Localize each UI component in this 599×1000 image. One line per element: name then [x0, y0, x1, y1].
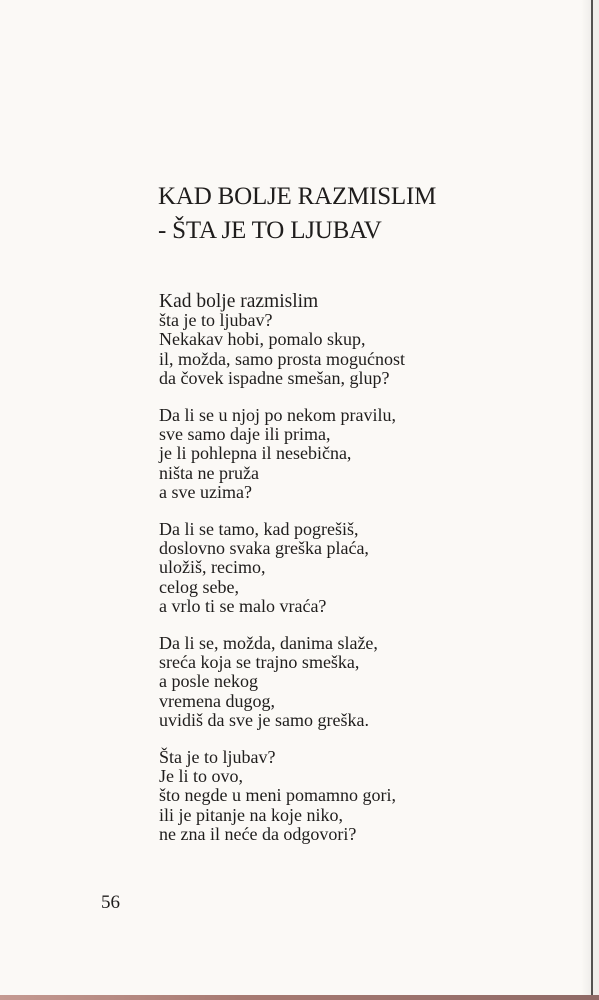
poem-line: Da li se tamo, kad pogrešiš, [159, 519, 359, 540]
poem-line: a vrlo ti se malo vraća? [159, 595, 327, 616]
poem-line: Šta je to ljubav? [159, 747, 276, 768]
poem-line: sreća koja se trajno smeška, [159, 652, 360, 673]
poem-line: uvidiš da sve je samo greška. [159, 709, 369, 730]
poem-line: ne zna il neće da odgovori? [159, 823, 357, 844]
poem-line: vremena dugog, [159, 690, 275, 711]
page-number: 56 [101, 892, 120, 913]
poem-line: da čovek ispadne smešan, glup? [159, 367, 390, 388]
poem-line: Kad bolje razmislim [159, 291, 319, 312]
poem-body [159, 292, 559, 862]
stanza-2 [159, 406, 559, 502]
poem-line: celog sebe, [159, 576, 239, 597]
poem-line: Da li se, možda, danima slaže, [159, 633, 378, 654]
poem-line: Da li se u njoj po nekom pravilu, [159, 405, 396, 426]
page-outer-edge [593, 0, 599, 1000]
poem-line: sve samo daje ili prima, [159, 424, 331, 445]
poem-line: Nekakav hobi, pomalo skup, [159, 329, 366, 350]
poem-title-line-2: - ŠTA JE TO LJUBAV [158, 217, 382, 244]
poem-line: a sve uzima? [159, 481, 252, 502]
poem-title [158, 180, 558, 248]
poem-line: što negde u meni pomamno gori, [159, 785, 396, 806]
stanza-5 [159, 748, 559, 844]
poem-line: Je li to ovo, [159, 766, 243, 787]
poem-line: il, možda, samo prosta mogućnost [159, 348, 405, 369]
stanza-3 [159, 520, 559, 616]
poem-line: doslovno svaka greška plaća, [159, 538, 369, 559]
poem-line: ništa ne pruža [159, 462, 259, 483]
poem-line: šta je to ljubav? [159, 310, 273, 331]
poem-line: a posle nekog [159, 671, 258, 692]
poem-line: je li pohlepna il nesebična, [159, 443, 352, 464]
page-bottom-edge [0, 995, 599, 1000]
poem-line: uložiš, recimo, [159, 557, 266, 578]
stanza-1 [159, 292, 559, 388]
poem-title-line-1: KAD BOLJE RAZMISLIM [158, 183, 437, 210]
page-edge-line [591, 0, 593, 1000]
stanza-4 [159, 634, 559, 730]
poem-line: ili je pitanje na koje niko, [159, 804, 343, 825]
